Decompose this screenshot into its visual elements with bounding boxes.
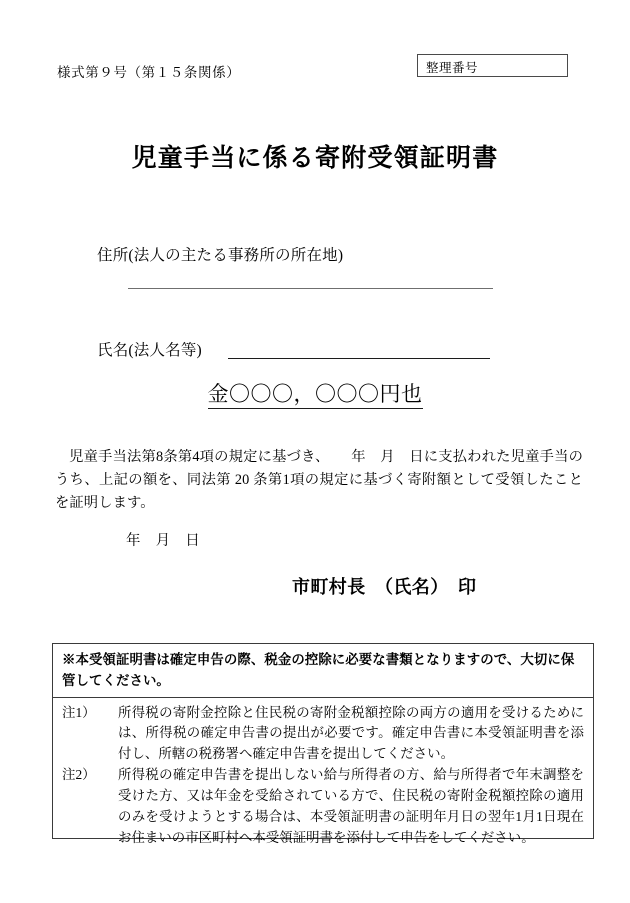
issuer-signature-line: 市町村長 （氏名） 印	[292, 577, 477, 597]
document-title: 児童手当に係る寄附受領証明書	[131, 145, 499, 172]
amount-value: 金〇〇〇，〇〇〇円也	[208, 382, 423, 409]
note-marker: 注2）	[62, 767, 96, 783]
notes-header	[53, 644, 593, 698]
note-text: 所得税の寄附金控除と住民税の寄附金税額控除の両方の適用を受けるためには、所得税の確定申告書の提出が必要です。確定申告書に本受領証明書を添付し、所轄の税務署へ確定申告書を提出してください。	[118, 704, 584, 762]
address-label: 住所(法人の主たる事務所の所在地)	[97, 247, 344, 264]
note-text: 所得税の確定申告書を提出しない給与所得者の方、給与所得者で年末調整を受けた方、又は年金を受給されている方で、住民税の寄附金税額控除の適用のみを受けようとする場合は、本受領証明書の証明年月日の翌年1月1日現在お住まいの市区町村へ本受領証明書を添付して申告をしてください。	[118, 767, 584, 845]
address-input-rule[interactable]	[128, 288, 493, 289]
certification-paragraph	[55, 446, 583, 515]
notes-list	[53, 698, 593, 853]
issue-date-line[interactable]: 年 月 日	[126, 533, 200, 549]
reference-number-label: 整理番号	[426, 61, 479, 75]
name-label: 氏名(法人名等)	[97, 342, 202, 359]
reference-number-box[interactable]	[417, 54, 568, 77]
note-marker: 注1）	[62, 704, 96, 720]
list-item	[62, 765, 584, 849]
form-code: 様式第９号（第１５条関係）	[57, 65, 241, 80]
certification-paragraph-text: 児童手当法第8条第4項の規定に基づき、 年 月 日に支払われた児童手当のうち、上記の額を、同法第 20 条第1項の規定に基づく寄附額として受領したことを証明します。	[55, 449, 583, 512]
notes-box	[52, 643, 594, 845]
notes-header-text: ※本受領証明書は確定申告の際、税金の控除に必要な書類となりますので、大切に保管してください。	[62, 652, 575, 688]
name-input-rule[interactable]	[228, 358, 490, 359]
list-item	[62, 703, 584, 766]
amount-field	[0, 378, 630, 408]
